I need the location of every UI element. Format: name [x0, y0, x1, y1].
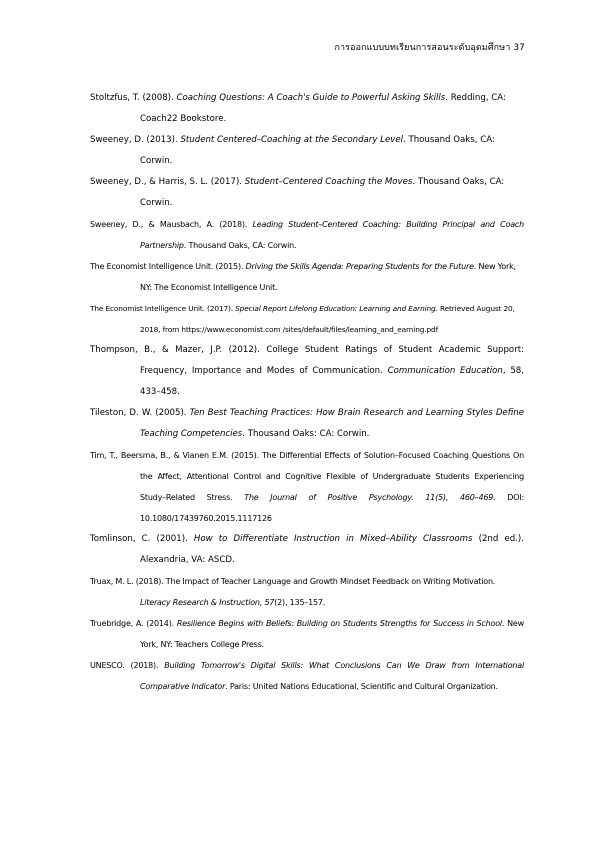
reference-entry: The Economist Intelligence Unit. (2015). Driving the Skills Agenda: Preparing Students for the Future. New York, NY: The Economist Intelligence Unit. — [90, 262, 516, 292]
reference-entry: Thompson, B., & Mazer, J.P. (2012). College Student Ratings of Student Academic Support: Frequency, Importance and Modes of Communication. Communication Education, 58, 433–458. — [90, 345, 524, 397]
reference-list — [90, 88, 524, 697]
reference-entry: Sweeney, D. (2013). Student Centered–Coaching at the Secondary Level. Thousand Oaks, CA: Corwin. — [90, 135, 495, 166]
reference-entry: UNESCO. (2018). Building Tomorrow's Digital Skills: What Conclusions Can We Draw from International Comparative Indicator. Paris: United Nations Educational, Scientific and Cultural Organization. — [90, 661, 524, 691]
reference-entry: Truax, M. L. (2018). The Impact of Teacher Language and Growth Mindset Feedback on Writing Motivation. Literacy Research & Instruction, 57(2), 135–157. — [90, 577, 496, 607]
reference-entry: Sweeney, D., & Mausbach, A. (2018). Leading Student–Centered Coaching: Building Principal and Coach Partnership. Thousand Oaks, CA: Corwin. — [90, 220, 524, 250]
reference-entry: Stoltzfus, T. (2008). Coaching Questions: A Coach's Guide to Powerful Asking Skills. Redding, CA: Coach22 Bookstore. — [90, 93, 506, 124]
reference-entry: Tileston, D. W. (2005). Ten Best Teaching Practices: How Brain Research and Learning Styles Define Teaching Competencies. Thousand Oaks: CA: Corwin. — [90, 408, 525, 439]
reference-entry: Tomlinson, C. (2001). How to Differentiate Instruction in Mixed–Ability Classrooms (2nd ed.). Alexandria, VA: ASCD. — [90, 534, 524, 565]
reference-entry: Tim, T., Beersma, B., & Vianen E.M. (2015). The Differential Effects of Solution–Focused Coaching Questions On the Affect, Attentional Control and Cognitive Flexible of Undergraduate Students Experiencing Study–Related Stress. The Journal of Positive Psychology. 11(5), 460–469. DOI: 10.1080/17439760.2015.1117126 — [90, 451, 524, 523]
reference-entry: The Economist Intelligence Unit. (2017). Special Report Lifelong Education: Learning and Earning. Retrieved August 20, 2018, from https://www.economist.com /sites/default/files/learning_and_earning.pdf — [90, 304, 515, 334]
reference-entry: Truebridge, A. (2014). Resilience Begins with Beliefs: Building on Students Strengths for Success in School. New York, NY: Teachers College Press. — [90, 619, 524, 649]
reference-entry: Sweeney, D., & Harris, S. L. (2017). Student–Centered Coaching the Moves. Thousand Oaks, CA: Corwin. — [90, 177, 505, 208]
running-head: การออกแบบบทเรียนการสอนระดับอุดมศึกษา 37 — [334, 43, 525, 53]
